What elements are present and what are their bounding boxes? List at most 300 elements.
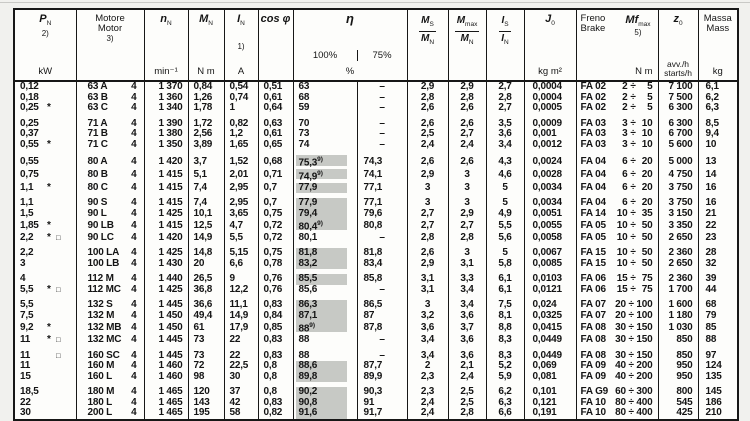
cell-current: 11,1 (224, 300, 258, 311)
star-marker (47, 408, 56, 419)
cell-ms-ratio: 2,4 (407, 408, 448, 420)
table-row (14, 219, 738, 233)
star-marker: * (47, 335, 51, 346)
cell-eta100 (293, 183, 357, 194)
cell-current: 1,65 (224, 140, 258, 151)
cell-cosphi: 0,76 (258, 274, 293, 285)
cell-mass: 32 (705, 258, 717, 269)
ms-top-sub: S (429, 20, 434, 28)
brake-max: 5 (647, 103, 653, 113)
cell-mmax-ratio: 2,6 (448, 155, 486, 169)
brake-type: FA 02 (580, 92, 606, 103)
cell-cosphi: 0,8 (258, 361, 293, 372)
brake-range-sep: ÷ (628, 350, 634, 361)
cell-cosphi: 0,8 (258, 387, 293, 398)
cell-mass: 88 (705, 335, 717, 346)
cell-motor (76, 311, 144, 322)
table-row (14, 300, 738, 311)
cell-current: 5,15 (224, 248, 258, 259)
motor-poles: 4 (131, 219, 137, 231)
power-value: 0,55 (20, 139, 39, 150)
cell-inertia: 0,0103 (524, 274, 576, 285)
header-brake (576, 9, 658, 81)
star-marker (47, 82, 56, 93)
is-top-sub: S (504, 20, 509, 28)
brake-range-sep: ÷ (630, 208, 636, 219)
brake-min: 30 (615, 322, 626, 334)
motor-poles: 4 (131, 208, 137, 219)
cell-starts: 1 030 (658, 321, 698, 335)
cell-brake (576, 274, 658, 285)
brake-type: FA 04 (580, 182, 606, 193)
brake-unit: N m (635, 66, 653, 77)
power-value: 9,2 (20, 322, 34, 334)
brake-min: 20 (615, 300, 626, 311)
cell-eta75: 81,8 (357, 248, 407, 259)
cell-speed: 1 450 (144, 321, 188, 335)
power-value: 11 (20, 361, 31, 372)
cell-is-ratio: 5,2 (486, 361, 524, 372)
cell-motor (76, 81, 144, 93)
cell-eta100 (293, 321, 357, 335)
table-row (14, 140, 738, 151)
cell-mmax-ratio: 3,6 (448, 311, 486, 322)
brake-range-sep: ÷ (630, 92, 636, 103)
cell-cosphi: 0,75 (258, 209, 293, 220)
cell-eta100 (293, 259, 357, 270)
power-symbol: P (39, 13, 47, 25)
cell-torque: 7,4 (188, 198, 224, 209)
cell-torque: 3,89 (188, 140, 224, 151)
cell-ms-ratio: 3,2 (407, 311, 448, 322)
cell-cosphi: 0,75 (258, 248, 293, 259)
cell-inertia: 0,0121 (524, 285, 576, 296)
cell-torque: 5,1 (188, 169, 224, 183)
cell-brake (576, 155, 658, 169)
brake-range-sep: ÷ (630, 103, 636, 113)
cell-eta100 (293, 361, 357, 372)
cell-is-ratio: 5,6 (486, 233, 524, 244)
cell-brake (576, 285, 658, 296)
eta-100-label: 100% (312, 50, 338, 61)
cell-inertia: 0,0034 (524, 183, 576, 194)
motor-poles: 4 (131, 350, 137, 361)
cell-starts: 850 (658, 335, 698, 346)
cell-is-ratio: 5,8 (486, 259, 524, 270)
cell-inertia: 0,0055 (524, 219, 576, 233)
cell-cosphi: 0,72 (258, 233, 293, 244)
star-marker (47, 351, 56, 362)
cell-motor (76, 408, 144, 420)
brake-type: FA 03 (580, 129, 606, 139)
cell-mass: 9,4 (705, 129, 719, 139)
cell-eta100 (293, 233, 357, 244)
cell-brake (576, 81, 658, 93)
brake-min: 6 (622, 169, 628, 181)
cell-speed: 1 430 (144, 259, 188, 270)
brake-max: 50 (641, 248, 653, 259)
header-torque (188, 9, 224, 81)
brake-min: 30 (615, 335, 626, 346)
cell-power (14, 335, 76, 346)
cell-speed: 1 415 (144, 183, 188, 194)
motor-poles: 4 (131, 310, 137, 321)
cell-eta100 (293, 387, 357, 398)
cell-is-ratio: 4,3 (486, 155, 524, 169)
mmax-top: M (456, 15, 466, 26)
cell-brake (576, 119, 658, 130)
cell-speed: 1 350 (144, 140, 188, 151)
cell-speed: 1 425 (144, 285, 188, 296)
cell-starts: 950 (658, 361, 698, 372)
eta100-value: 90,2 (296, 387, 347, 398)
brake-max: 200 (636, 361, 653, 372)
brake-max: 400 (636, 397, 653, 408)
cell-motor (76, 300, 144, 311)
brake-max: 35 (641, 208, 653, 219)
cell-ms-ratio: 2,6 (407, 248, 448, 259)
brake-min: 80 (615, 408, 626, 419)
power-unit: kW (38, 66, 53, 77)
motor-size: 90 L (87, 208, 107, 219)
cell-mass: 39 (705, 274, 717, 285)
square-marker: □ (56, 232, 61, 242)
cell-torque: 195 (188, 408, 224, 420)
footnote-5: 5) (634, 27, 642, 37)
cell-motor (76, 259, 144, 270)
cell-power (14, 408, 76, 420)
table-row (14, 361, 738, 372)
cell-brake (576, 198, 658, 209)
brake-label-it: Freno (580, 13, 606, 24)
cell-brake (576, 129, 658, 140)
brake-range-sep: ÷ (630, 129, 636, 139)
brake-range-sep: ÷ (630, 198, 636, 209)
cell-power (14, 119, 76, 130)
brake-range-sep: ÷ (630, 169, 636, 181)
cell-brake (576, 311, 658, 322)
cell-power (14, 248, 76, 259)
eta100-value: 88$^{9)}$ (296, 321, 347, 332)
cell-speed: 1 360 (144, 93, 188, 104)
cell-motor (76, 335, 144, 346)
inertia-symbol-sub: 0 (551, 19, 555, 27)
motor-size: 160 SC (87, 350, 120, 361)
motor-poles: 4 (131, 81, 137, 92)
eta100-value: 88 (298, 335, 310, 346)
cell-starts: 5 600 (658, 140, 698, 151)
cell-starts: 425 (658, 408, 698, 420)
motor-poles: 4 (131, 198, 137, 209)
brake-min: 15 (616, 284, 628, 295)
cell-mass: 97 (705, 350, 717, 361)
brake-max: 5 (647, 81, 653, 92)
cell-motor (76, 155, 144, 169)
starts-symbol-sub: 0 (678, 19, 683, 27)
cell-is-ratio: 5 (486, 198, 524, 209)
cell-eta75: 91,7 (357, 408, 407, 420)
torque-symbol: M (199, 13, 209, 25)
cell-is-ratio: 4,9 (486, 209, 524, 220)
motor-poles: 4 (131, 232, 137, 243)
table-row (14, 119, 738, 130)
cell-power (14, 398, 76, 409)
brake-max: 20 (641, 182, 653, 193)
cell-eta75: 83,4 (357, 259, 407, 270)
cell-power (14, 81, 76, 93)
cell-inertia: 0,0009 (524, 119, 576, 130)
cell-mass: 6,2 (705, 92, 719, 103)
brake-min: 15 (616, 274, 628, 285)
motor-poles: 4 (131, 169, 137, 181)
eta100-value: 83,2 (296, 259, 347, 270)
table-row (14, 183, 738, 194)
table-row (14, 248, 738, 259)
brake-type: FA 15 (580, 258, 606, 269)
cell-is-ratio: 6,1 (486, 274, 524, 285)
cell-power (14, 351, 76, 362)
cell-is-ratio: 3,4 (486, 140, 524, 151)
cell-mmax-ratio: 3 (448, 169, 486, 183)
cell-cosphi: 0,61 (258, 93, 293, 104)
motor-label-it: Motore (95, 13, 125, 24)
cell-cosphi: 0,83 (258, 300, 293, 311)
cell-eta100 (293, 219, 357, 233)
motor-size: 71 A (87, 118, 108, 129)
cell-starts: 800 (658, 387, 698, 398)
cell-is-ratio: 6,3 (486, 398, 524, 409)
table-row (14, 321, 738, 335)
cell-power (14, 93, 76, 104)
is-bot-sub: N (504, 38, 509, 46)
header-ms-ratio (407, 9, 448, 81)
cell-cosphi: 0,83 (258, 351, 293, 362)
cell-starts: 3 350 (658, 219, 698, 233)
cell-cosphi: 0,7 (258, 198, 293, 209)
cell-mass: 68 (705, 300, 717, 311)
cell-cosphi: 0,83 (258, 398, 293, 409)
cell-inertia: 0,0325 (524, 311, 576, 322)
current-symbol-sub: N (240, 19, 245, 27)
motor-size: 71 B (87, 129, 108, 139)
brake-range-sep: ÷ (630, 155, 636, 167)
cell-is-ratio: 5,5 (486, 219, 524, 233)
cell-mass: 79 (705, 310, 717, 321)
cell-ms-ratio: 2,4 (407, 398, 448, 409)
cell-speed: 1 425 (144, 209, 188, 220)
brake-max: 75 (641, 284, 653, 295)
table-row (14, 387, 738, 398)
cell-motor (76, 372, 144, 383)
cell-mmax-ratio: 2,4 (448, 372, 486, 383)
cell-eta75: 90,3 (357, 387, 407, 398)
cell-is-ratio: 2,7 (486, 103, 524, 114)
motor-poles: 4 (131, 408, 137, 419)
table-row (14, 408, 738, 420)
cell-current: 5,5 (224, 233, 258, 244)
cell-eta75: 87 (357, 311, 407, 322)
cell-brake (576, 351, 658, 362)
brake-max: 20 (641, 198, 653, 209)
cell-current: 9 (224, 274, 258, 285)
cell-inertia: 0,0058 (524, 233, 576, 244)
brake-type: FA 06 (580, 274, 606, 285)
power-value: 5,5 (20, 284, 34, 295)
cell-ms-ratio: 2,4 (407, 140, 448, 151)
cell-is-ratio: 6,2 (486, 387, 524, 398)
power-value: 4 (20, 274, 26, 285)
table-row (14, 81, 738, 93)
cell-mmax-ratio: 2,8 (448, 93, 486, 104)
cell-ms-ratio: 2,8 (407, 233, 448, 244)
brake-min: 80 (615, 397, 626, 408)
ms-bot: M (420, 32, 430, 44)
power-value: 2,2 (20, 232, 34, 243)
eta100-value: 77,9 (296, 198, 347, 209)
cell-ms-ratio: 3 (407, 198, 448, 209)
motor-label-en: Motor (97, 23, 123, 34)
motor-size: 160 L (87, 371, 113, 382)
motor-poles: 4 (131, 371, 137, 382)
cell-power (14, 300, 76, 311)
eta100-value: 91,6 (296, 408, 347, 419)
cell-mmax-ratio: 2,5 (448, 387, 486, 398)
star-marker: * (47, 232, 51, 243)
cell-current: 0,54 (224, 81, 258, 93)
cell-mmax-ratio: 2,8 (448, 408, 486, 420)
cell-eta100 (293, 103, 357, 114)
cell-mass: 16 (705, 198, 717, 209)
brake-min: 6 (622, 182, 628, 193)
motor-data-table (13, 8, 739, 421)
cell-eta100 (293, 335, 357, 346)
cell-mass: 28 (705, 248, 717, 259)
brake-type: FA 10 (580, 397, 606, 408)
eta100-value: 89,8 (296, 372, 347, 383)
motor-size: 180 L (87, 397, 113, 408)
header-cosphi (258, 9, 293, 81)
power-symbol-sub: N (46, 19, 52, 27)
cell-motor (76, 361, 144, 372)
cell-inertia: 0,024 (524, 300, 576, 311)
brake-min: 6 (622, 198, 628, 209)
cell-ms-ratio: 3 (407, 183, 448, 194)
cell-ms-ratio: 3,4 (407, 351, 448, 362)
cell-ms-ratio: 2,6 (407, 119, 448, 130)
cell-power (14, 155, 76, 169)
cell-current: 2,01 (224, 169, 258, 183)
cell-speed: 1 445 (144, 351, 188, 362)
motor-poles: 4 (131, 274, 137, 285)
table-row (14, 198, 738, 209)
brake-range-sep: ÷ (628, 397, 634, 408)
cell-is-ratio: 4,6 (486, 169, 524, 183)
cell-is-ratio: 5,9 (486, 372, 524, 383)
cell-inertia: 0,121 (524, 398, 576, 409)
cell-current: 6,6 (224, 259, 258, 270)
brake-range-sep: ÷ (628, 300, 634, 311)
cell-power (14, 140, 76, 151)
cell-eta75: 85,8 (357, 274, 407, 285)
cell-torque: 14,9 (188, 233, 224, 244)
brake-max: 150 (636, 335, 653, 346)
cell-is-ratio: 5 (486, 183, 524, 194)
cell-cosphi: 0,71 (258, 169, 293, 183)
power-value: 7,5 (20, 310, 34, 321)
cell-is-ratio: 8,1 (486, 311, 524, 322)
brake-type: FA 07 (580, 300, 606, 311)
power-value: 18,5 (20, 387, 39, 398)
cell-mmax-ratio: 2,4 (448, 140, 486, 151)
cell-brake (576, 103, 658, 114)
cell-torque: 26,5 (188, 274, 224, 285)
cell-current: 22 (224, 351, 258, 362)
star-marker: * (47, 322, 51, 334)
starts-symbol: z (673, 13, 679, 25)
motor-poles: 4 (131, 300, 137, 311)
motor-size: 90 LC (87, 232, 114, 243)
square-marker: □ (56, 284, 61, 294)
cell-mass: 10 (705, 139, 717, 150)
power-value: 5,5 (20, 300, 34, 311)
motor-size: 90 LB (87, 219, 114, 231)
star-marker: * (47, 284, 51, 295)
motor-poles: 4 (131, 284, 137, 295)
cell-speed: 1 445 (144, 300, 188, 311)
brake-range-sep: ÷ (630, 81, 636, 92)
brake-type: FA 08 (580, 350, 606, 361)
brake-range-sep: ÷ (628, 361, 634, 372)
star-marker (47, 157, 56, 168)
cell-brake (576, 183, 658, 194)
cell-is-ratio: 2,8 (486, 93, 524, 104)
header-motor (76, 9, 144, 81)
cell-power (14, 259, 76, 270)
cell-ms-ratio: 2,5 (407, 129, 448, 140)
cell-eta100 (293, 372, 357, 383)
motor-poles: 4 (131, 387, 137, 398)
cell-mass: 13 (705, 155, 717, 167)
current-unit: A (237, 66, 245, 77)
table-row (14, 129, 738, 140)
cell-torque: 1,78 (188, 103, 224, 114)
brake-label-en: Brake (580, 23, 606, 34)
cell-motor (76, 321, 144, 335)
footnote-ref: 9) (309, 322, 316, 330)
brake-max: 10 (641, 139, 653, 150)
power-value: 0,25 (20, 103, 39, 113)
cell-speed: 1 465 (144, 387, 188, 398)
header-inertia (524, 9, 576, 81)
cell-mmax-ratio: 2,1 (448, 361, 486, 372)
cell-ms-ratio: 3,6 (407, 321, 448, 335)
cell-ms-ratio: 3,4 (407, 335, 448, 346)
cell-eta75: – (357, 335, 407, 346)
eta100-value: 80,4$^{9)}$ (296, 219, 347, 230)
cell-is-ratio: 6,1 (486, 285, 524, 296)
footnote-1: 1) (237, 42, 245, 51)
table-row (14, 274, 738, 285)
eta100-value: 85,5 (296, 274, 347, 285)
cell-mmax-ratio: 2,9 (448, 209, 486, 220)
table-row (14, 209, 738, 220)
brake-range-sep: ÷ (628, 322, 634, 334)
star-marker: * (47, 103, 51, 113)
cell-eta100 (293, 285, 357, 296)
cell-is-ratio: 8,8 (486, 321, 524, 335)
brake-type: FA 03 (580, 139, 606, 150)
cell-mass: 23 (705, 232, 717, 243)
